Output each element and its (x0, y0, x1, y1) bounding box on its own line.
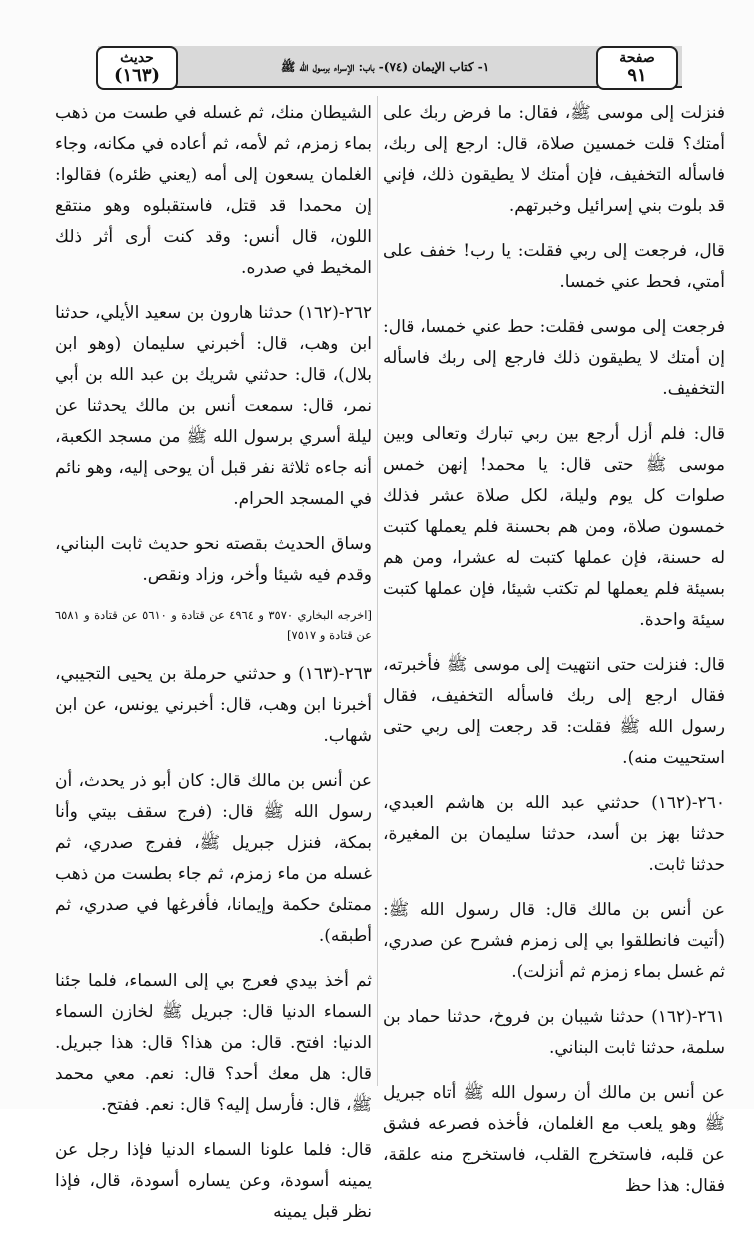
paragraph: ثم أخذ بيدي فعرج بي إلى السماء، فلما جئنا السماء الدنيا قال: جبريل ﷺ لخازن السماء الدنيا: افتح. قال: من هذا؟ قال: هذا جبريل. قال: هل معك أحد؟ قال: نعم. معي محمد ﷺ، قال: فأرسل إليه؟ قال: نعم. ففتح. (55, 971, 372, 1115)
paragraph: قال: فنزلت حتى انتهيت إلى موسى ﷺ فأخبرته، فقال ارجع إلى ربك فاسأله التخفيف، فقال رسول الله ﷺ فقلت: قد رجعت إلى ربي حتى استحييت منه). (383, 655, 725, 768)
column-divider (377, 96, 378, 1086)
left-column (55, 98, 372, 1242)
paragraph: عن أنس بن مالك قال: قال رسول الله ﷺ: (أتيت فانطلقوا بي إلى زمزم فشرح عن صدري، ثم غسل بماء زمزم ثم أنزلت). (383, 900, 725, 982)
paragraph: فرجعت إلى موسى فقلت: حط عني خمسا، قال: إن أمتك لا يطيقون ذلك فارجع إلى ربك فاسأله التخفيف. (383, 317, 725, 399)
hadith-number: (١٦٣) (113, 65, 161, 86)
paragraph: فنزلت إلى موسى ﷺ، فقال: ما فرض ربك على أمتك؟ قلت خمسين صلاة، قال: ارجع إلى ربك، فاسأله التخفيف، فإن أمتك لا يطيقون ذلك، فإني قد بلوت بني إسرائيل وخبرتهم. (383, 103, 725, 216)
reference-note: [اخرجه البخاري ٣٥٧٠ و ٤٩٦٤ عن قتادة و ٥٦١٠ عن قتادة و ٦٥٨١ عن قتادة و ٧٥١٧] (55, 608, 372, 642)
paragraph: ٢٦٠-(١٦٢) حدثني عبد الله بن هاشم العبدي، حدثنا بهز بن أسد، حدثنا سليمان بن المغيرة، حدثنا ثابت. (383, 793, 725, 875)
paragraph: ٢٦٣-(١٦٣) و حدثني حرملة بن يحيى التجيبي، أخبرنا ابن وهب، قال: أخبرني يونس، عن ابن شهاب. (55, 664, 372, 746)
paragraph: قال: فلم أزل أرجع بين ربي تبارك وتعالى وبين موسى ﷺ حتى قال: يا محمد! إنهن خمس صلوات كل يوم وليلة، لكل صلاة عشر فذلك خمسون صلاة، ومن هم بحسنة فلم يعملها كتبت له حسنة، فإن عملها كتبت له عشرا، ومن هم بسيئة فلم يعملها لم تكتب شيئا، فإن عملها كتبت سيئة واحدة. (383, 424, 725, 630)
right-column (383, 98, 725, 1216)
paragraph: ٢٦٢-(١٦٢) حدثنا هارون بن سعيد الأيلي، حدثنا ابن وهب، قال: أخبرني سليمان (وهو ابن بلال)، قال: حدثني شريك بن عبد الله بن أبي نمر، قال: سمعت أنس بن مالك يحدثنا عن ليلة أسري برسول الله ﷺ من مسجد الكعبة، أنه جاءه ثلاثة نفر قبل أن يوحى إليه، وهو نائم في المسجد الحرام. (55, 303, 372, 509)
paragraph: الشيطان منك، ثم غسله في طست من ذهب بماء زمزم، ثم لأمه، ثم أعاده في مكانه، وجاء الغلمان يسعون إلى أمه (يعني ظئره) فقالوا: إن محمدا قد قتل، فاستقبلوه وهو منتقع اللون، قال أنس: وقد كنت أرى أثر ذلك المخيط في صدره. (55, 103, 372, 278)
paragraph: عن أنس بن مالك أن رسول الله ﷺ أتاه جبريل ﷺ وهو يلعب مع الغلمان، فأخذه فصرعه فشق عن قلبه، فاستخرج القلب، فاستخرج منه علقة، فقال: هذا حظ (383, 1083, 725, 1196)
hadith-number-box (96, 46, 178, 90)
paragraph: ٢٦١-(١٦٢) حدثنا شيبان بن فروخ، حدثنا حماد بن سلمة، حدثنا ثابت البناني. (383, 1007, 725, 1058)
paragraph: قال، فرجعت إلى ربي فقلت: يا رب! خفف على أمتي، فحط عني خمسا. (383, 241, 725, 292)
paragraph: قال: فلما علونا السماء الدنيا فإذا رجل عن يمينه أسودة، وعن يساره أسودة، قال، فإذا نظر قبل يمينه (55, 1140, 372, 1222)
page-number: ٩١ (627, 65, 647, 86)
paragraph: وساق الحديث بقصته نحو حديث ثابت البناني، وقدم فيه شيئا وأخر، وزاد ونقص. (55, 534, 372, 585)
page-label: صفحة (619, 50, 655, 66)
page-number-box (596, 46, 678, 90)
chapter-title: ١- كتاب الإيمان (٧٤)- باب: الإسراء برسول الله ﷺ (280, 60, 490, 74)
paragraph: عن أنس بن مالك قال: كان أبو ذر يحدث، أن رسول الله ﷺ قال: (فرج سقف بيتي وأنا بمكة، فنزل جبريل ﷺ، ففرج صدري، ثم غسله من ماء زمزم، ثم جاء بطست من ذهب ممتلئ حكمة وإيمانا، فأفرغها في صدري، ثم أطبقه). (55, 771, 372, 946)
hadith-label: حديث (120, 50, 154, 66)
